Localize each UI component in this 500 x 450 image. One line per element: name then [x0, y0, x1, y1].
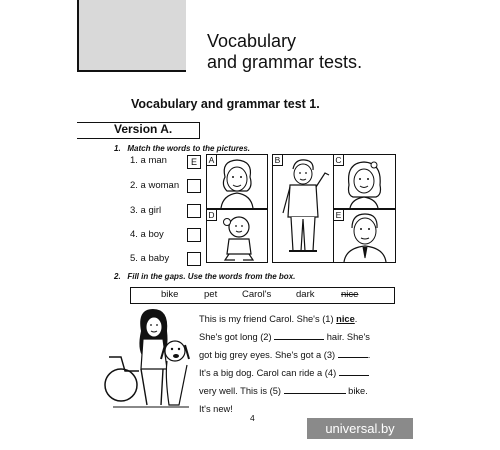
exercise2-instruction-text: Fill in the gaps. Use the words from the box.: [127, 272, 296, 281]
gap-3-input[interactable]: [338, 348, 368, 358]
picture-b-frame: [272, 154, 334, 263]
story-line-3: [199, 346, 370, 364]
item-boy-answer-box[interactable]: [187, 228, 201, 242]
item-woman-answer-box[interactable]: [187, 179, 201, 193]
watermark: universal.by: [307, 418, 413, 439]
gap-5-input[interactable]: [284, 384, 346, 394]
story-l3-end: .: [367, 350, 371, 360]
boy-illustration: [273, 155, 333, 262]
word-bike: bike: [161, 289, 179, 300]
page-number: 4: [250, 413, 255, 423]
story-l2-end: hair. She's: [324, 332, 370, 342]
story-l6-text: It's new!: [199, 404, 233, 414]
story-answer-1: nice: [336, 314, 355, 324]
exercise1-number: 1.: [114, 144, 121, 153]
story-l3-text: got big grey eyes. She's got a (3): [199, 350, 338, 360]
exercise2-instruction: [114, 272, 295, 281]
item-woman-label: 2. a woman: [130, 180, 180, 191]
section-title-dot: .: [357, 52, 363, 72]
item-girl-label: 3. a girl: [130, 205, 162, 216]
picture-a-letter: A: [206, 154, 217, 166]
exercise2-number: 2.: [114, 272, 121, 281]
picture-b-letter: B: [272, 154, 283, 166]
exercise1-instruction: [114, 144, 250, 153]
item-baby-label: 5. a baby: [130, 253, 170, 264]
word-nice-crossed: nice: [341, 289, 359, 300]
story-text: [199, 310, 370, 418]
gap-2-input[interactable]: [274, 330, 324, 340]
section-title: [207, 31, 362, 73]
word-pet: pet: [204, 289, 218, 300]
story-line-4: [199, 364, 370, 382]
picture-d-letter: D: [206, 209, 217, 221]
story-line-6: [199, 400, 370, 418]
story-l1-end: .: [354, 314, 358, 324]
story-l1-text: This is my friend Carol. She's (1): [199, 314, 337, 324]
word-carols: Carol's: [242, 289, 272, 300]
item-boy-label: 4. a boy: [130, 229, 164, 240]
story-line-2: [199, 328, 370, 346]
story-l5-end: bike.: [345, 386, 368, 396]
version-label: Version A.: [114, 122, 173, 136]
item-girl-answer-box[interactable]: [187, 204, 201, 218]
picture-e-letter: E: [333, 209, 344, 221]
header-grey-block: [77, 0, 186, 72]
story-line-1: [199, 310, 370, 328]
section-title-line2: and grammar tests: [207, 52, 358, 72]
story-l2-text: She's got long (2): [199, 332, 275, 342]
item-baby-answer-box[interactable]: [187, 252, 201, 266]
item-man-answer-box[interactable]: E: [187, 155, 201, 169]
test-title: Vocabulary and grammar test 1.: [131, 97, 320, 111]
story-line-5: [199, 382, 370, 400]
story-l5-text: very well. This is (5): [199, 386, 284, 396]
item-man-label: 1. a man: [130, 155, 167, 166]
picture-c-letter: C: [333, 154, 344, 166]
word-dark: dark: [296, 289, 315, 300]
gap-4-input[interactable]: [339, 366, 369, 376]
story-l4-text: It's a big dog. Carol can ride a (4): [199, 368, 339, 378]
section-title-line1: Vocabulary: [207, 31, 297, 51]
girl-dog-bike-illustration: [103, 305, 195, 410]
exercise1-instruction-text: Match the words to the pictures.: [127, 144, 251, 153]
